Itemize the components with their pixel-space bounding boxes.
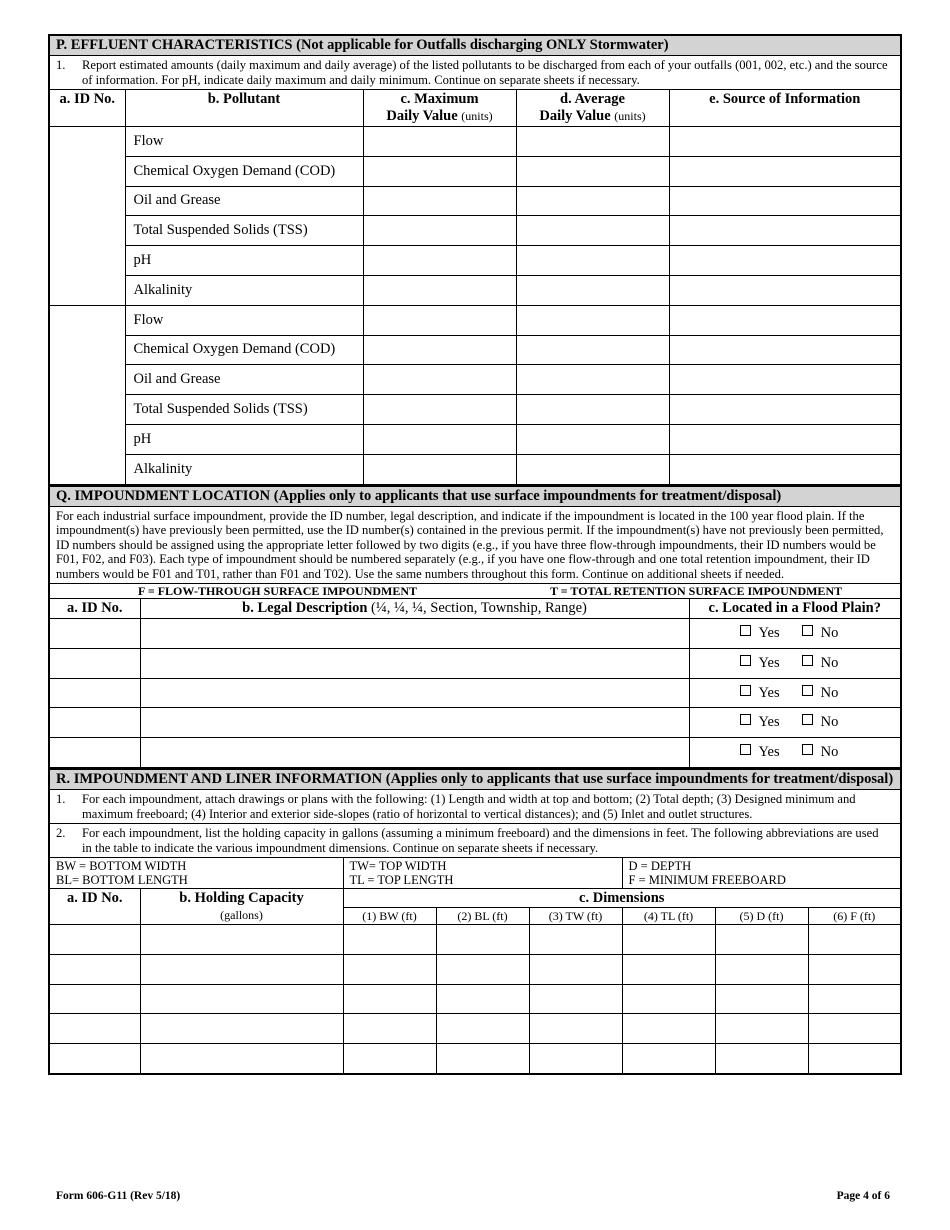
maximum-value-field[interactable]: [363, 305, 516, 335]
legend-flow-through: F = FLOW-THROUGH SURFACE IMPOUNDMENT: [138, 584, 418, 599]
q-col-legal-label: b. Legal Description: [242, 600, 368, 617]
col-pollutant: b. Pollutant: [125, 90, 363, 127]
pollutant-name: Oil and Grease: [125, 365, 363, 395]
average-value-field[interactable]: [516, 454, 669, 484]
section-r-item2-text: For each impoundment, list the holding capacity in gallons (assuming a minimum freeboard) and the dimensions in feet. The following abbreviations are used in the table to indicate the various impoundment dimensions. Continue on separate sheets if necessary.: [82, 826, 879, 855]
pollutant-name: Alkalinity: [125, 454, 363, 484]
abbr-d: D = DEPTH: [628, 859, 692, 874]
dimension-header: (1) BW (ft): [343, 908, 436, 925]
yes-checkbox[interactable]: [740, 685, 751, 696]
holding-capacity-field[interactable]: [140, 1044, 343, 1074]
dimension-header: (3) TW (ft): [529, 908, 622, 925]
legal-description-field[interactable]: [140, 648, 689, 678]
pollutant-name: pH: [125, 424, 363, 454]
dimension-field[interactable]: [715, 954, 808, 984]
dimension-field[interactable]: [343, 954, 436, 984]
col-maximum-daily: [363, 90, 516, 127]
r-col-cap-units: (gallons): [220, 908, 263, 923]
dimension-field[interactable]: [808, 954, 901, 984]
impoundment-location-row: [49, 678, 901, 708]
liner-id-field[interactable]: [49, 954, 140, 984]
pollutant-name: Chemical Oxygen Demand (COD): [125, 335, 363, 365]
flood-plain-choice: [689, 619, 901, 649]
pollutant-name: Flow: [125, 305, 363, 335]
outfall-id-field[interactable]: [49, 305, 125, 484]
legal-description-field[interactable]: [140, 708, 689, 738]
holding-capacity-field[interactable]: [140, 925, 343, 955]
q-col-flood-plain: c. Located in a Flood Plain?: [689, 599, 901, 619]
pollutant-row: [49, 156, 901, 186]
flood-plain-choice: [689, 678, 901, 708]
footer-page-number: Page 4 of 6: [836, 1190, 890, 1202]
source-info-field[interactable]: [669, 365, 901, 395]
dimension-field[interactable]: [529, 1014, 622, 1044]
section-q-instructions: For each industrial surface impoundment, provide the ID number, legal description, and indicate if the impoundment is located in the 100 year flood plain. If the impoundment(s) have previously been permitted, use the ID number(s) contained in the previous permit. If the impoundment(s) have not previously been permitted, ID numbers should be assigned using the appropriate letter followed by two digits (e.g., if you have three flow-through impoundments, their ID numbers would be F01, F02, and F03). Each type of impoundment should be numbered separately (e.g., if you have one flow-through and one total retention impoundment, their ID numbers would be F01 and T01, rather than F01 and T02). Use the same numbers throughout this form. Continue on additional sheets if needed.: [49, 506, 901, 584]
r-col-id-no: a. ID No.: [49, 889, 140, 925]
dimension-field[interactable]: [529, 954, 622, 984]
legal-description-field[interactable]: [140, 678, 689, 708]
dimension-field[interactable]: [808, 925, 901, 955]
no-checkbox[interactable]: [802, 685, 813, 696]
dimension-field[interactable]: [622, 954, 715, 984]
impoundment-location-row: [49, 708, 901, 738]
average-value-field[interactable]: [516, 395, 669, 425]
col-source-info: e. Source of Information: [669, 90, 901, 127]
pollutant-name: Alkalinity: [125, 275, 363, 305]
q-col-id-no: a. ID No.: [49, 599, 140, 619]
dimension-field[interactable]: [343, 984, 436, 1014]
source-info-field[interactable]: [669, 156, 901, 186]
section-p-item-num: 1.: [56, 58, 66, 72]
section-r-item1-num: 1.: [56, 792, 66, 807]
section-p-table: [48, 34, 902, 485]
yes-label: Yes: [758, 624, 780, 641]
yes-label: Yes: [758, 744, 780, 761]
dimension-field[interactable]: [343, 1014, 436, 1044]
dimension-field[interactable]: [436, 1014, 529, 1044]
dimension-field[interactable]: [808, 1044, 901, 1074]
abbr-bottom: [49, 858, 343, 889]
maximum-value-field[interactable]: [363, 246, 516, 276]
holding-capacity-field[interactable]: [140, 1014, 343, 1044]
holding-capacity-field[interactable]: [140, 954, 343, 984]
section-p-item-text: Report estimated amounts (daily maximum and daily average) of the listed pollutants to be discharged from each of your outfalls (001, 002, etc.) and the source of information. For pH, indicate daily maximum and daily minimum. Continue on separate sheets if necessary.: [82, 58, 888, 87]
section-r-title: R. IMPOUNDMENT AND LINER INFORMATION (Applies only to applicants that use surface impoundments for treatment/disposal): [49, 769, 901, 790]
source-info-field[interactable]: [669, 246, 901, 276]
col-max-label: c. Maximum: [400, 91, 479, 107]
no-label: No: [820, 624, 839, 641]
q-col-legal-description: [140, 599, 689, 619]
section-q-title: Q. IMPOUNDMENT LOCATION (Applies only to applicants that use surface impoundments for treatment/disposal): [49, 486, 901, 507]
pollutant-row: [49, 216, 901, 246]
section-r-item-2: [49, 824, 901, 858]
dimension-field[interactable]: [715, 984, 808, 1014]
pollutant-row: [49, 335, 901, 365]
section-p-instructions: [49, 56, 901, 90]
pollutant-name: Chemical Oxygen Demand (COD): [125, 156, 363, 186]
flood-plain-choice: [689, 648, 901, 678]
dimension-field[interactable]: [622, 1044, 715, 1074]
abbr-bw: BW = BOTTOM WIDTH: [56, 859, 187, 874]
dimension-field[interactable]: [436, 925, 529, 955]
pollutant-row: [49, 246, 901, 276]
liner-id-field[interactable]: [49, 1044, 140, 1074]
no-label: No: [820, 744, 839, 761]
pollutant-name: pH: [125, 246, 363, 276]
average-value-field[interactable]: [516, 156, 669, 186]
maximum-value-field[interactable]: [363, 186, 516, 216]
source-info-field[interactable]: [669, 275, 901, 305]
yes-checkbox[interactable]: [740, 714, 751, 725]
no-checkbox[interactable]: [802, 714, 813, 725]
yes-label: Yes: [758, 684, 780, 701]
yes-label: Yes: [758, 714, 780, 731]
source-info-field[interactable]: [669, 454, 901, 484]
pollutant-row: [49, 365, 901, 395]
dimension-field[interactable]: [808, 984, 901, 1014]
yes-checkbox[interactable]: [740, 625, 751, 636]
liner-id-field[interactable]: [49, 984, 140, 1014]
yes-checkbox[interactable]: [740, 744, 751, 755]
col-avg-units: (units): [614, 109, 646, 123]
impoundment-liner-row: [49, 1014, 901, 1044]
section-r-item2-num: 2.: [56, 826, 66, 841]
maximum-value-field[interactable]: [363, 424, 516, 454]
maximum-value-field[interactable]: [363, 454, 516, 484]
footer-form-number: Form 606-G11 (Rev 5/18): [56, 1190, 181, 1202]
r-col-cap-label: b. Holding Capacity: [179, 890, 304, 907]
impoundment-id-field[interactable]: [49, 619, 140, 649]
q-col-legal-sub: (¼, ¼, ¼, Section, Township, Range): [371, 600, 587, 617]
impoundment-liner-row: [49, 954, 901, 984]
no-checkbox[interactable]: [802, 655, 813, 666]
dimension-field[interactable]: [715, 1044, 808, 1074]
dimension-field[interactable]: [715, 925, 808, 955]
flood-plain-choice: [689, 738, 901, 768]
dimension-field[interactable]: [622, 925, 715, 955]
impoundment-id-field[interactable]: [49, 708, 140, 738]
average-value-field[interactable]: [516, 365, 669, 395]
source-info-field[interactable]: [669, 186, 901, 216]
dimension-header: (5) D (ft): [715, 908, 808, 925]
source-info-field[interactable]: [669, 424, 901, 454]
impoundment-id-field[interactable]: [49, 648, 140, 678]
col-avg-label: d. Average: [560, 91, 625, 107]
dimension-field[interactable]: [436, 984, 529, 1014]
col-id-no: a. ID No.: [49, 90, 125, 127]
abbr-f: F = MINIMUM FREEBOARD: [628, 873, 786, 888]
dimension-field[interactable]: [715, 1014, 808, 1044]
pollutant-row: [49, 454, 901, 484]
dimension-field[interactable]: [436, 954, 529, 984]
dimension-header: (6) F (ft): [808, 908, 901, 925]
dimension-field[interactable]: [622, 984, 715, 1014]
pollutant-row: [49, 305, 901, 335]
outfall-id-field[interactable]: [49, 127, 125, 306]
no-label: No: [820, 654, 839, 671]
dimension-field[interactable]: [622, 1014, 715, 1044]
dimension-field[interactable]: [436, 1044, 529, 1074]
section-r-item-1: [49, 790, 901, 824]
holding-capacity-field[interactable]: [140, 984, 343, 1014]
impoundment-liner-row: [49, 1044, 901, 1074]
impoundment-id-field[interactable]: [49, 678, 140, 708]
pollutant-name: Flow: [125, 127, 363, 157]
source-info-field[interactable]: [669, 305, 901, 335]
impoundment-liner-row: [49, 984, 901, 1014]
liner-id-field[interactable]: [49, 925, 140, 955]
average-value-field[interactable]: [516, 246, 669, 276]
col-average-daily: [516, 90, 669, 127]
source-info-field[interactable]: [669, 216, 901, 246]
maximum-value-field[interactable]: [363, 395, 516, 425]
average-value-field[interactable]: [516, 127, 669, 157]
average-value-field[interactable]: [516, 275, 669, 305]
legal-description-field[interactable]: [140, 738, 689, 768]
pollutant-row: [49, 127, 901, 157]
dimension-field[interactable]: [529, 1044, 622, 1074]
average-value-field[interactable]: [516, 305, 669, 335]
maximum-value-field[interactable]: [363, 156, 516, 186]
section-r-table: [48, 768, 902, 1075]
impoundment-location-row: [49, 738, 901, 768]
average-value-field[interactable]: [516, 186, 669, 216]
pollutant-row: [49, 395, 901, 425]
pollutant-row: [49, 275, 901, 305]
average-value-field[interactable]: [516, 335, 669, 365]
no-checkbox[interactable]: [802, 625, 813, 636]
average-value-field[interactable]: [516, 424, 669, 454]
legal-description-field[interactable]: [140, 619, 689, 649]
pollutant-name: Oil and Grease: [125, 186, 363, 216]
section-p-title: P. EFFLUENT CHARACTERISTICS (Not applicable for Outfalls discharging ONLY Stormwater): [49, 35, 901, 56]
legend-total-retention: T = TOTAL RETENTION SURFACE IMPOUNDMENT: [550, 584, 843, 599]
liner-id-field[interactable]: [49, 1014, 140, 1044]
abbr-tw: TW= TOP WIDTH: [349, 859, 447, 874]
impoundment-liner-row: [49, 925, 901, 955]
maximum-value-field[interactable]: [363, 127, 516, 157]
source-info-field[interactable]: [669, 335, 901, 365]
no-label: No: [820, 684, 839, 701]
flood-plain-choice: [689, 708, 901, 738]
abbr-top: [343, 858, 622, 889]
no-checkbox[interactable]: [802, 744, 813, 755]
yes-label: Yes: [758, 654, 780, 671]
pollutant-name: Total Suspended Solids (TSS): [125, 395, 363, 425]
abbr-depth: [622, 858, 901, 889]
abbr-tl: TL = TOP LENGTH: [349, 873, 454, 888]
maximum-value-field[interactable]: [363, 365, 516, 395]
no-label: No: [820, 714, 839, 731]
section-q-table: [48, 485, 902, 768]
dimension-header: (2) BL (ft): [436, 908, 529, 925]
maximum-value-field[interactable]: [363, 216, 516, 246]
r-col-holding-capacity: [140, 889, 343, 925]
dimension-header: (4) TL (ft): [622, 908, 715, 925]
pollutant-row: [49, 186, 901, 216]
col-max-units: (units): [461, 109, 493, 123]
maximum-value-field[interactable]: [363, 335, 516, 365]
r-col-dimensions: c. Dimensions: [343, 889, 901, 908]
impoundment-location-row: [49, 619, 901, 649]
source-info-field[interactable]: [669, 127, 901, 157]
section-r-item1-text: For each impoundment, attach drawings or plans with the following: (1) Length and width at top and bottom; (2) Total depth; (3) Designed minimum and maximum freeboard; (4) Interior and exterior side-slopes (ratio of horizontal to vertical distances); and (5) Inlet and outlet structures.: [82, 792, 856, 821]
dimension-field[interactable]: [529, 984, 622, 1014]
yes-checkbox[interactable]: [740, 655, 751, 666]
section-q-legend: [49, 584, 901, 599]
abbr-bl: BL= BOTTOM LENGTH: [56, 873, 188, 888]
average-value-field[interactable]: [516, 216, 669, 246]
dimension-field[interactable]: [529, 925, 622, 955]
pollutant-name: Total Suspended Solids (TSS): [125, 216, 363, 246]
dimension-field[interactable]: [808, 1014, 901, 1044]
permit-form-page: [48, 34, 902, 1075]
impoundment-id-field[interactable]: [49, 738, 140, 768]
maximum-value-field[interactable]: [363, 275, 516, 305]
dimension-field[interactable]: [343, 925, 436, 955]
col-avg-label2: Daily Value: [539, 108, 611, 124]
source-info-field[interactable]: [669, 395, 901, 425]
pollutant-row: [49, 424, 901, 454]
col-max-label2: Daily Value: [386, 108, 458, 124]
impoundment-location-row: [49, 648, 901, 678]
dimension-field[interactable]: [343, 1044, 436, 1074]
